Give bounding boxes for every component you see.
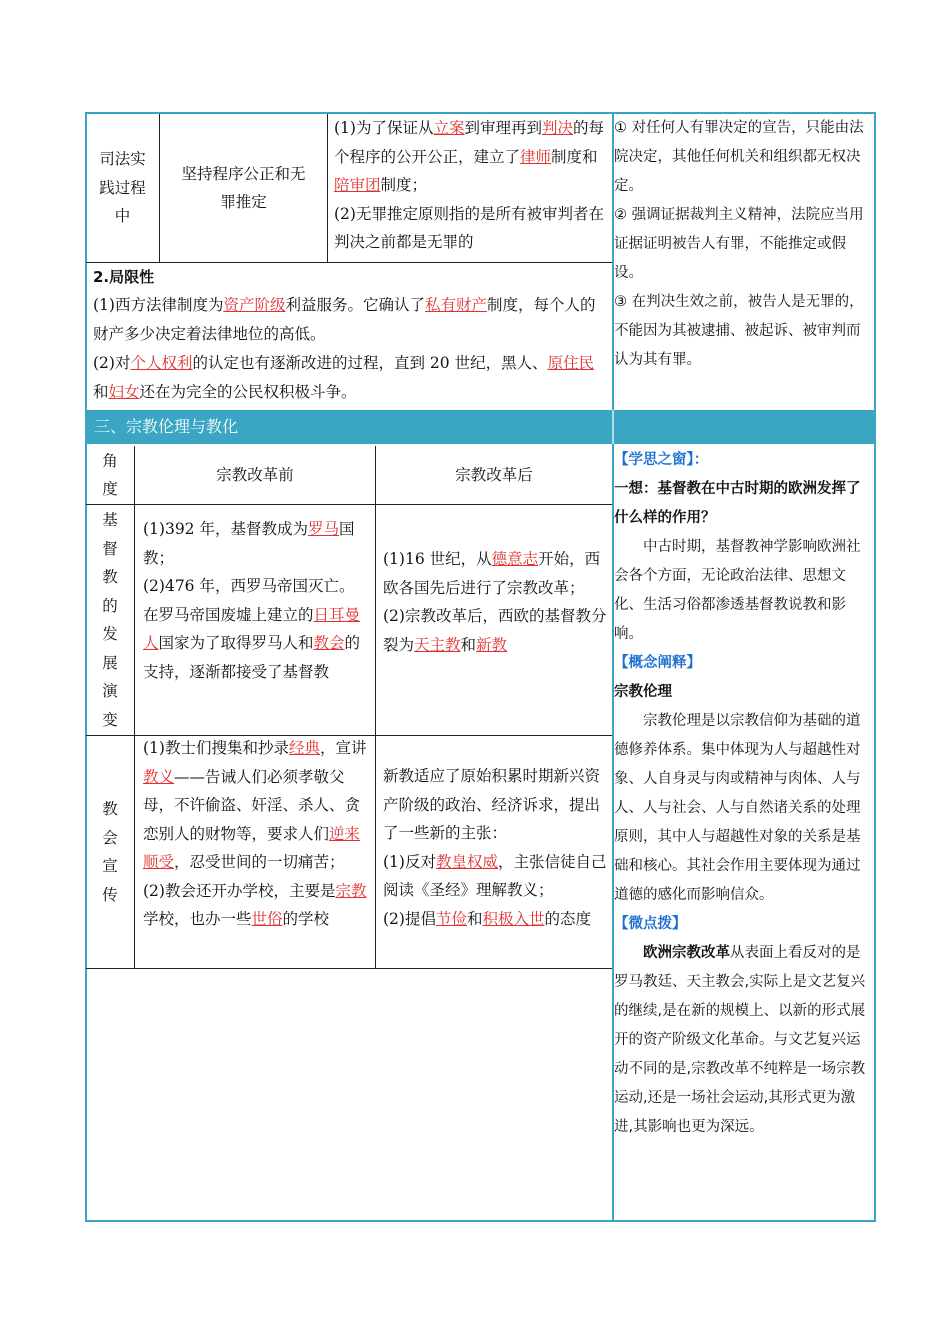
text-run: 的每个程序的公开公正，建立了 — [334, 119, 605, 166]
keyword: 节俭 — [435, 909, 467, 928]
limitations-text — [93, 291, 607, 407]
sidebar-note-3: ③ 在判决生效之前，被告人是无罪的，不能因为其被逮捕、被起诉、被审判而认为其有罪。 — [614, 294, 864, 368]
text-run: 的学校 — [282, 910, 330, 928]
religion-bottom-border — [86, 968, 612, 969]
concept-tag: 【概念阐释】 — [614, 655, 701, 671]
paragraph — [93, 349, 607, 407]
sidebar-note-2: ② 强调证据裁判主义精神，法院应当用证据证明被告人有罪，不能推定或假设。 — [614, 207, 864, 281]
paragraph — [383, 545, 609, 602]
text-run: (2)宗教改革后，西欧的基督教分裂为 — [383, 607, 607, 654]
text-run: 还在为完全的公民权积极斗争。 — [139, 383, 357, 401]
top-table-col2: 坚持程序公正和无罪推定 — [181, 164, 306, 211]
keyword: 判决 — [542, 119, 574, 137]
text-run: (1)反对 — [383, 852, 436, 871]
keyword: 新教 — [476, 635, 508, 654]
text-run: (2)476 年，西罗马帝国灭亡。在罗马帝国废墟上建立的 — [143, 577, 355, 624]
top-table-col3 — [334, 114, 610, 257]
text-run: (2)无罪推定原则指的是所有被审判者在判决之前都是无罪的 — [334, 204, 604, 251]
sidebar-note-1: ① 对任何人有罪决定的宣告，只能由法院决定，其他任何机关和组织都无权决定。 — [614, 120, 864, 194]
keyword: 教会 — [313, 634, 345, 652]
text-run: 制度，每个人的财产多少决定着法律地位的高低。 — [93, 296, 596, 343]
tip-bold: 欧洲宗教改革 — [643, 945, 730, 961]
keyword: 教皇权威 — [435, 852, 498, 871]
tip-text: 从表面上看反对的是罗马教廷、天主教会,实际上是文艺复兴的继续,是在新的规模上、以新的形式展开的资产阶级文化革命。与文艺复兴运动不同的是,宗教改革不纯粹是一场宗教运动,还是一场社会运动,其形式更为激进,其影响也更为深远。 — [614, 945, 866, 1135]
text-run: 国家为了取得罗马人和 — [158, 634, 314, 652]
sidebar-notes — [614, 114, 874, 375]
text-run: ，主张信徒自己阅读《圣经》理解教义； — [383, 852, 607, 899]
text-run: 制度； — [380, 176, 428, 194]
keyword: 律师 — [520, 147, 552, 166]
concept-title: 宗教伦理 — [614, 684, 672, 700]
religion-divider-1 — [134, 446, 135, 968]
think-question: 一想：基督教在中古时期的欧洲发挥了什么样的作用？ — [614, 481, 861, 526]
keyword: 宗教 — [335, 881, 367, 900]
text-run: 国教； — [143, 520, 355, 567]
text-run: ——告诫人们必须孝敬父母，不许偷盗、奸淫、杀人、贪恋别人的财物等，要求人们 — [143, 767, 361, 843]
paragraph — [383, 762, 609, 848]
keyword: 原住民 — [547, 354, 595, 372]
paragraph — [143, 515, 369, 572]
text-run: 的态度 — [544, 909, 592, 928]
keyword: 德意志 — [491, 550, 539, 568]
text-run: (1)教士们搜集和抄录 — [143, 739, 289, 757]
keyword: 妇女 — [108, 383, 140, 401]
limitations-heading: 2.局限性 — [93, 268, 155, 286]
text-run: 和 — [466, 909, 483, 928]
paragraph — [93, 291, 607, 349]
text-run: (1)为了保证从 — [334, 119, 434, 137]
think-answer: 中古时期，基督教神学影响欧洲社会各个方面，无论政治法律、思想文化、生活习俗都渗透基督教说教和影响。 — [614, 539, 861, 642]
paragraph — [143, 572, 369, 686]
religion-row1-after — [383, 545, 609, 659]
paragraph — [334, 114, 610, 200]
top-table-col1: 司法实践过程中 — [99, 150, 146, 226]
paragraph — [383, 848, 609, 905]
keyword: 积极入世 — [482, 909, 545, 928]
text-run: ，宣讲 — [319, 739, 367, 757]
text-run: 学校，也办一些 — [143, 910, 252, 928]
text-run: (2)提倡 — [383, 909, 436, 928]
section-banner-title: 三、宗教伦理与教化 — [94, 417, 239, 436]
religion-row1-label: 基督教的发展演变 — [102, 511, 118, 729]
banner-divider — [612, 410, 614, 444]
text-run: (2)教会还开办学校，主要是 — [143, 881, 336, 900]
paragraph — [334, 200, 610, 257]
keyword: 陪审团 — [334, 176, 381, 194]
religion-row1-before — [143, 515, 369, 686]
religion-header-angle: 角度 — [102, 451, 118, 498]
paragraph — [383, 905, 609, 934]
religion-divider-2 — [375, 446, 376, 968]
text-run: (1)392 年，基督教成为 — [143, 520, 308, 538]
keyword: 世俗 — [251, 910, 283, 928]
tip-paragraph — [614, 939, 874, 1142]
text-run: (1)西方法律制度为 — [93, 296, 224, 314]
paragraph — [143, 877, 369, 934]
section-banner — [86, 410, 875, 444]
religion-row2-after — [383, 762, 609, 933]
keyword: 教义 — [143, 767, 175, 786]
religion-header-border — [86, 504, 612, 505]
keyword: 个人权利 — [130, 354, 193, 372]
top-table-divider-2 — [327, 114, 328, 262]
keyword: 经典 — [288, 739, 320, 757]
keyword: 资产阶级 — [223, 296, 286, 314]
keyword: 私有财产 — [425, 296, 488, 314]
text-run: 的支持，逐渐都接受了基督教 — [143, 634, 361, 681]
paragraph — [143, 734, 369, 877]
religion-header-after: 宗教改革后 — [455, 465, 533, 484]
text-run: 新教适应了原始积累时期新兴资产阶级的政治、经济诉求，提出了一些新的主张： — [383, 767, 601, 842]
text-run: ，忍受世间的一切痛苦； — [174, 853, 345, 871]
religion-row2-before — [143, 734, 369, 934]
keyword: 立案 — [433, 119, 465, 137]
text-run: 利益服务。它确认了 — [285, 296, 425, 314]
text-run: 开始，西欧各国先后进行了宗教改革； — [383, 550, 601, 597]
religion-row2-label: 教会宣传 — [102, 800, 118, 904]
religion-header-before: 宗教改革前 — [216, 465, 294, 484]
text-run: 和 — [93, 383, 109, 401]
tip-tag: 【微点拨】 — [614, 916, 687, 932]
keyword: 逆来顺受 — [143, 824, 361, 871]
think-tag: 【学思之窗】： — [614, 452, 709, 468]
keyword: 罗马 — [307, 520, 339, 538]
text-run: 和 — [460, 635, 477, 654]
keyword: 日耳曼人 — [143, 605, 361, 652]
keyword: 天主教 — [414, 635, 461, 654]
paragraph — [383, 602, 609, 659]
text-run: (1)16 世纪，从 — [383, 550, 492, 568]
text-run: (2)对 — [93, 354, 131, 372]
text-run: 的认定也有逐渐改进的过程，直到 20 世纪，黑人、 — [192, 354, 548, 372]
concept-text: 宗教伦理是以宗教信仰为基础的道德修养体系。集中体现为人与超越性对象、人自身灵与肉或精神与肉体、人与人、人与社会、人与自然诸关系的处理原则，其中人与超越性对象的关系是基础和核心。其社会作用主要体现为通过道德的感化而影响信众。 — [614, 713, 861, 903]
sidebar-study-panel — [614, 446, 874, 1142]
text-run: 到审理再到 — [464, 119, 542, 137]
text-run: 制度和 — [551, 147, 598, 166]
